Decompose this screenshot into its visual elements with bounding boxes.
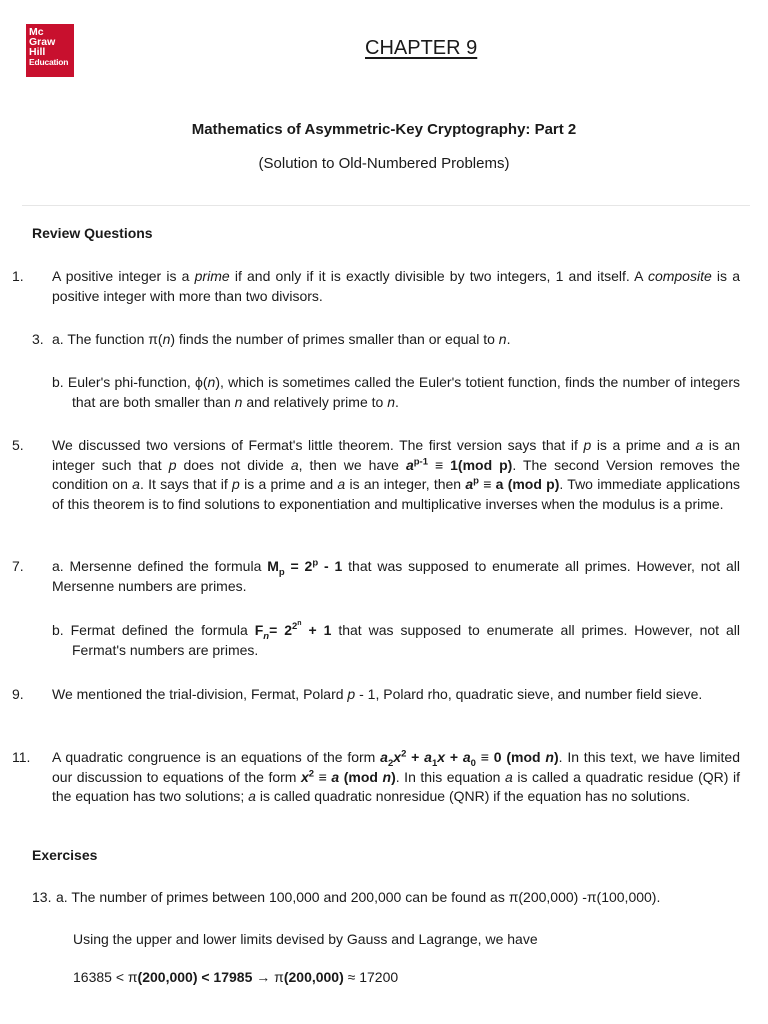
section-heading-exercises: Exercises (32, 847, 98, 863)
review-item-7a: 7. a. Mersenne defined the formula $M_p = 2^p - 1$ that was supposed to enumerate all primes. However, not all Mersenne numbers are primes. (12, 557, 741, 594)
section-heading-review: Review Questions (32, 225, 153, 241)
chapter-heading: CHAPTER 9 (365, 37, 478, 59)
review-item-3b: b. Euler's phi-function, ϕ(n), which is sometimes called the Euler's totient function, finds the number of integers that are both smaller than n and relatively prime to n. (52, 374, 740, 410)
exercise-13-paragraph: Using the upper and lower limits devised by Gauss and Lagrange, we have (73, 931, 538, 947)
exercise-item-13a: 13. a. The number of primes between 100,000 and 200,000 can be found as π(200,000) -π(100,000). (32, 889, 661, 905)
document-title: Mathematics of Asymmetric-Key Cryptography: Part 2 (191, 121, 577, 138)
publisher-logo: Mc Graw Hill Education (26, 24, 74, 77)
review-item-9: 9. We mentioned the trial-division, Fermat, Polard p - 1, Polard rho, quadratic sieve, and number field sieve. (12, 686, 703, 702)
review-item-5: 5. We discussed two versions of Fermat's little theorem. The first version says that if p is a prime and a is an integer such that p does not divide a, then we have $a^{p-1} \equiv 1(mod$ p). The second Version removes the condition on a. It says that if p is a prime and a is an integer, then $a^p \equiv a$ (mod p). Two immediate applications of this theorem is to find solutions to exponentiation and multiplicative inverses when the modulus is a prime. (12, 437, 741, 512)
review-item-7b: b. Fermat defined the formula $F_n= 2^{2^n} + 1$ that was supposed to enumerate all primes. However, not all Fermat's numbers are primes. (52, 620, 740, 658)
header-divider (22, 205, 750, 206)
review-item-1: 1. A positive integer is a prime if and only if it is exactly divisible by two integers, 1 and itself. A composite is a positive integer with more than two divisors. (12, 268, 741, 304)
document-subtitle: (Solution to Old-Numbered Problems) (258, 155, 510, 172)
review-item-11: 11. A quadratic congruence is an equations of the form $a_2x^2 + a_1x + a_0 \equiv 0$ (mod n). In this text, we have limited our discussion to equations of the form $x^2 \equiv a$ (mod n). In this equation a is called a quadratic residue (QR) if the equation has two solutions; a is called quadratic nonresidue (QNR) if the equation has no solutions. (12, 748, 741, 804)
exercise-13-inequality: 16385 < π(200,000) < 17985 → π(200,000) ≈ 17200 (73, 969, 399, 985)
review-item-3a: 3. a. The function π(n) finds the number of primes smaller than or equal to n. (32, 331, 511, 347)
